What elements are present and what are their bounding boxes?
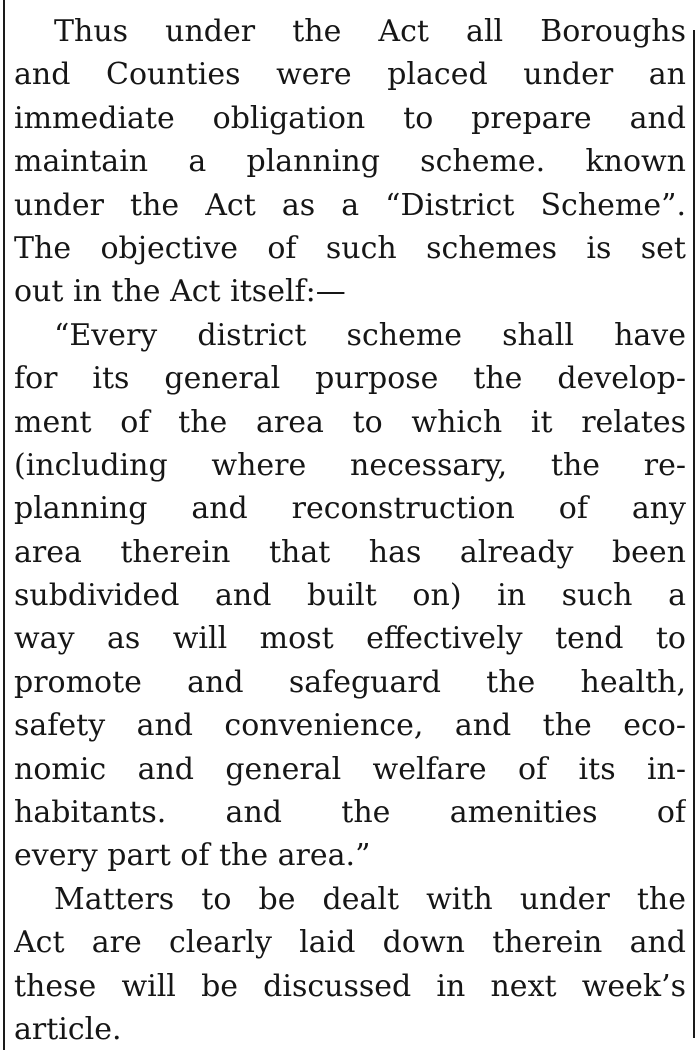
article-column xyxy=(14,10,686,1051)
text-line: Matters to be dealt with under the xyxy=(54,881,686,917)
text-line: nomic and general welfare of its in- xyxy=(14,751,686,787)
text-line: ment of the area to which it relates xyxy=(14,404,686,440)
text-line: for its general purpose the develop- xyxy=(14,361,686,397)
text-line: under the Act as a “District Scheme”. xyxy=(14,187,686,223)
text-line: (including where necessary, the re- xyxy=(14,447,686,483)
paragraph-1 xyxy=(14,10,686,314)
text-line: maintain a planning scheme. known xyxy=(14,144,686,180)
text-line: way as will most effectively tend to xyxy=(14,621,686,657)
column-right-rule xyxy=(693,30,695,1038)
text-line: “Every district scheme shall have xyxy=(54,317,686,353)
text-line: area therein that has already been xyxy=(14,534,686,570)
text-line: planning and reconstruction of any xyxy=(14,491,686,527)
text-line: every part of the area.” xyxy=(14,838,371,874)
text-line: promote and safeguard the health, xyxy=(14,664,686,700)
text-line: subdivided and built on) in such a xyxy=(14,578,686,614)
text-line: Act are clearly laid down therein and xyxy=(14,925,686,961)
text-line: The objective of such schemes is set xyxy=(14,230,686,266)
column-left-rule xyxy=(3,0,5,1050)
text-line: safety and convenience, and the eco- xyxy=(14,708,686,744)
text-line: and Counties were placed under an xyxy=(14,57,686,93)
paragraph-3 xyxy=(14,878,686,1051)
text-line: immediate obligation to prepare and xyxy=(14,100,686,136)
paragraph-2-quotation xyxy=(14,314,686,878)
text-line: habitants. and the amenities of xyxy=(14,795,686,831)
text-line: out in the Act itself:— xyxy=(14,274,346,310)
text-line: these will be discussed in next week’s xyxy=(14,968,686,1004)
text-line: Thus under the Act all Boroughs xyxy=(54,14,686,49)
text-line: article. xyxy=(14,1011,122,1047)
